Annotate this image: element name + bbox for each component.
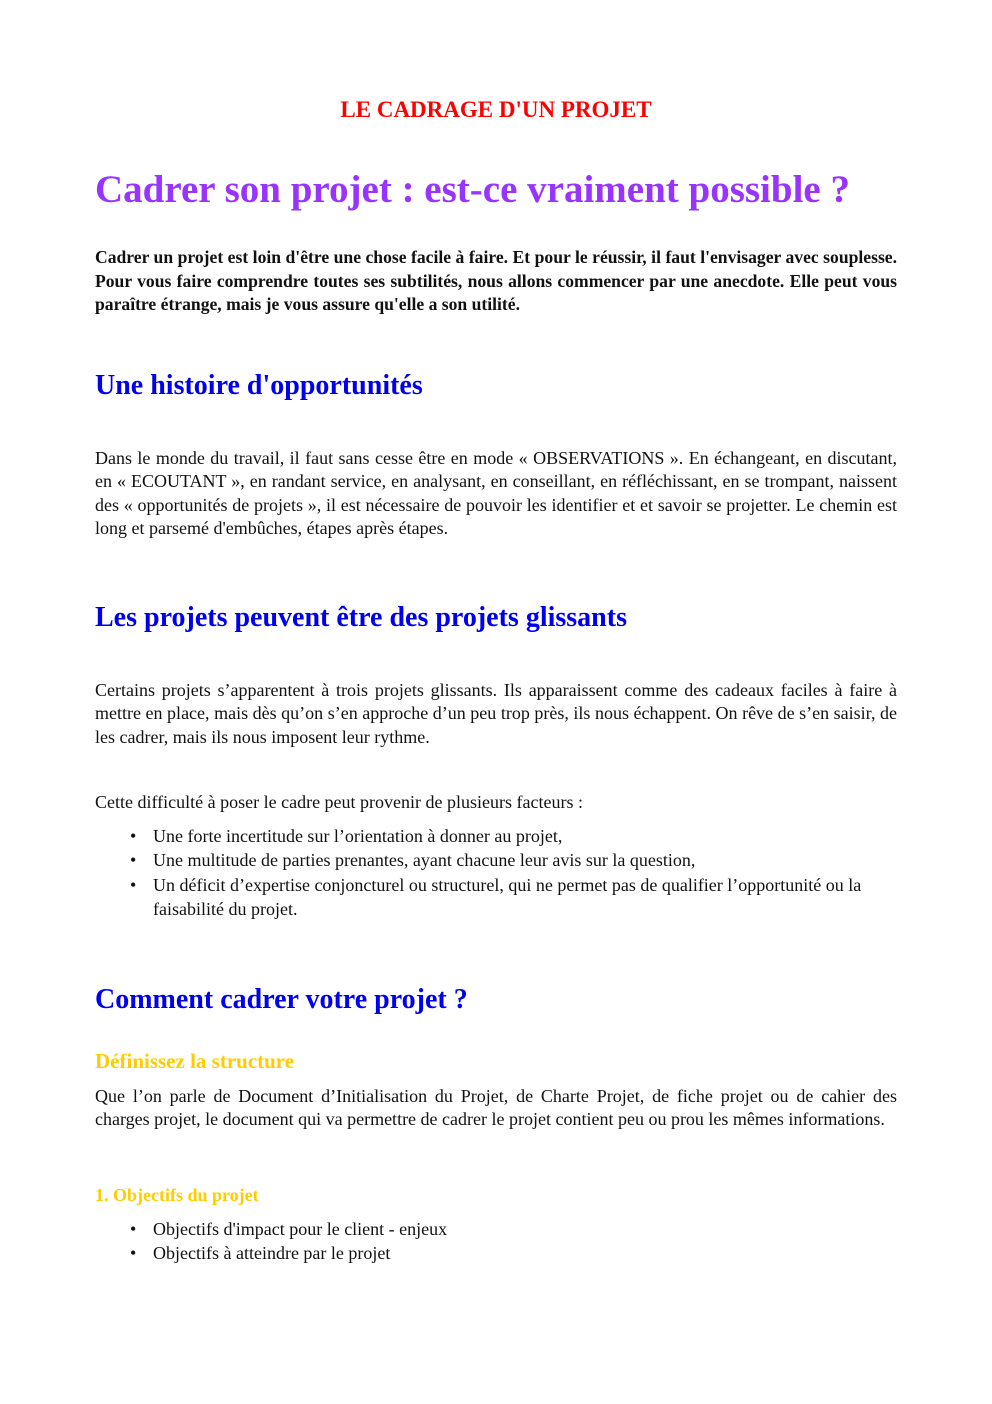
list-item — [95, 824, 897, 848]
list-item-text: Une multitude de parties prenantes, ayant chacune leur avis sur la question, — [153, 850, 696, 871]
list-item — [95, 1241, 897, 1265]
section-paragraph-projets-glissants: Certains projets s’apparentent à trois projets glissants. Ils apparaissent comme des cadeaux faciles à faire à mettre en place, mais dès qu’on s’en approche d’un peu trop près, ils nous échappent. On rêve de s’en saisir, de les cadrer, mais ils nous imposent leur rythme. — [95, 680, 897, 747]
document-title: LE CADRAGE D'UN PROJET — [340, 97, 652, 122]
bullet-icon: • — [130, 826, 137, 846]
section-paragraph-opportunites: Dans le monde du travail, il faut sans cesse être en mode « OBSERVATIONS ». En échangeant, en discutant, en « ECOUTANT », en randant service, en analysant, en conseillant, en réfléchissant, en se trompant, naissent des « opportunités de projets », il est nécessaire de pouvoir les identifier et et savoir se projetter. Le chemin est long et parsemé d'embûches, étapes après étapes. — [95, 448, 897, 538]
section-paragraph-structure: Que l’on parle de Document d’Initialisation du Projet, de Charte Projet, de fiche projet ou de cahier des charges projet, le document qui va permettre de cadrer le projet contient peu ou prou les mêmes informations. — [95, 1086, 897, 1130]
section-heading-comment-cadrer: Comment cadrer votre projet ? — [95, 984, 468, 1015]
list-item — [95, 1217, 897, 1241]
list-item-text: Un déficit d’expertise conjoncturel ou structurel, qui ne permet pas de qualifier l’opportunité ou la faisabilité du projet. — [153, 874, 862, 919]
section-heading-projets-glissants: Les projets peuvent être des projets glissants — [95, 602, 627, 633]
main-heading: Cadrer son projet : est-ce vraiment possible ? — [95, 168, 850, 211]
subsubheading-objectifs: 1. Objectifs du projet — [95, 1185, 259, 1205]
bullet-icon: • — [130, 1219, 137, 1239]
section-paragraph-facteurs: Cette difficulté à poser le cadre peut provenir de plusieurs facteurs : — [95, 792, 583, 812]
bullet-icon: • — [130, 1243, 137, 1264]
subheading-structure: Définissez la structure — [95, 1049, 295, 1073]
facteurs-list — [95, 824, 897, 921]
section-heading-opportunites: Une histoire d'opportunités — [95, 370, 423, 401]
list-item-text: Une forte incertitude sur l’orientation à donner au projet, — [153, 826, 563, 846]
bullet-icon: • — [130, 874, 137, 895]
list-item — [95, 873, 897, 922]
list-item-text: Objectifs d'impact pour le client - enjeux — [153, 1219, 448, 1239]
list-item — [95, 848, 897, 872]
list-item-text: Objectifs à atteindre par le projet — [153, 1243, 391, 1264]
objectifs-list — [95, 1217, 897, 1266]
intro-paragraph: Cadrer un projet est loin d'être une chose facile à faire. Et pour le réussir, il faut l'envisager avec souplesse. Pour vous faire comprendre toutes ses subtilités, nous allons commencer par une anecdote. Elle peut vous paraître étrange, mais je vous assure qu'elle a son utilité. — [95, 247, 897, 314]
bullet-icon: • — [130, 850, 137, 871]
